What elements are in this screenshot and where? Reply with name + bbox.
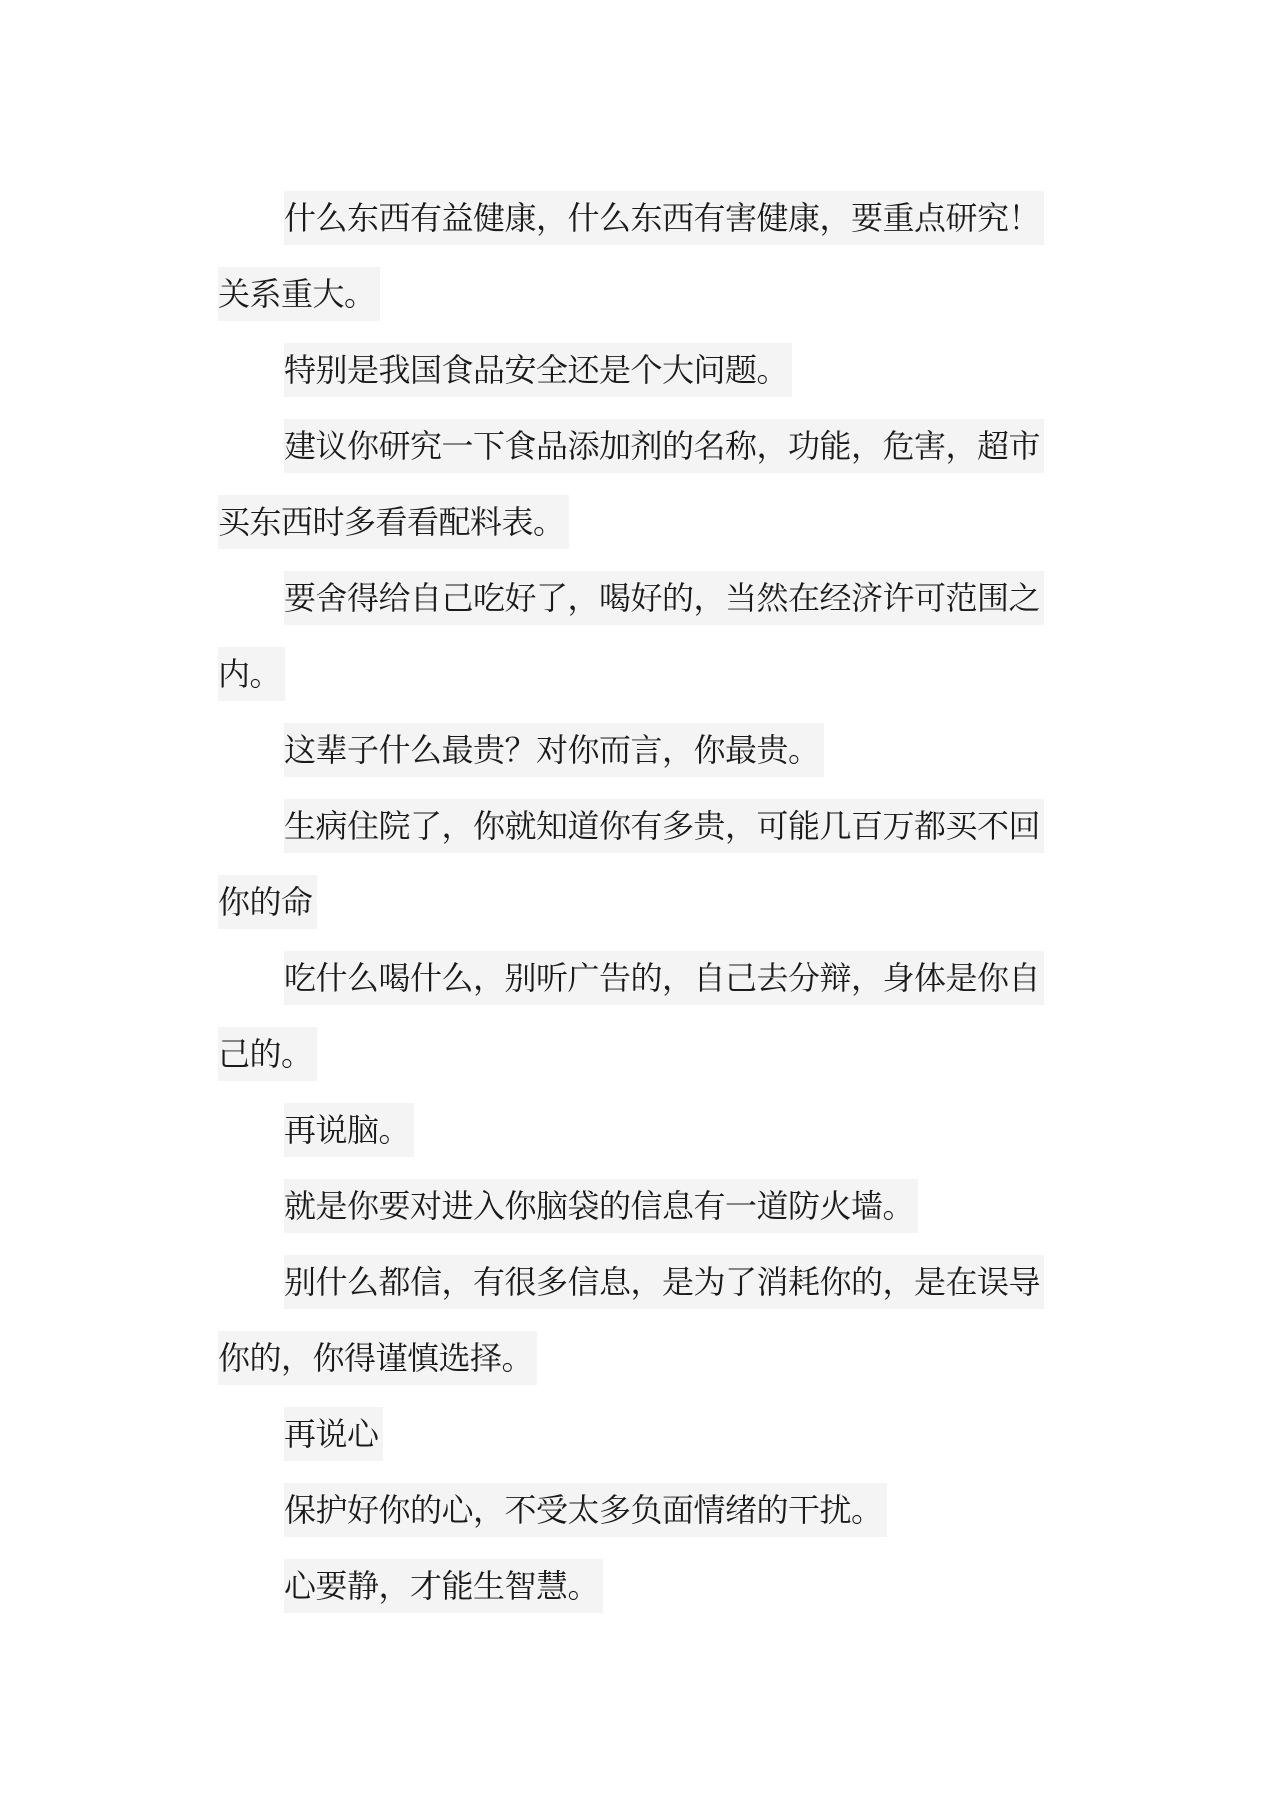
paragraph-text: 保护好你的心，不受太多负面情绪的干扰。: [284, 1483, 887, 1537]
paragraph-text: 吃什么喝什么，别听广告的，自己去分辩，身体是你自己的。: [218, 951, 1044, 1081]
document-body: [218, 180, 1058, 1624]
paragraph-text: 特别是我国食品安全还是个大问题。: [284, 343, 792, 397]
paragraph-text: 什么东西有益健康，什么东西有害健康，要重点研究！关系重大。: [218, 191, 1044, 321]
paragraph-text: 再说心: [284, 1407, 383, 1461]
paragraph: [218, 940, 1058, 1092]
paragraph: [218, 180, 1058, 332]
paragraph-text: 就是你要对进入你脑袋的信息有一道防火墙。: [284, 1179, 918, 1233]
paragraph: [218, 712, 1058, 788]
paragraph-text: 生病住院了，你就知道你有多贵，可能几百万都买不回你的命: [218, 799, 1044, 929]
paragraph: [218, 788, 1058, 940]
paragraph: [218, 1472, 1058, 1548]
paragraph: [218, 408, 1058, 560]
paragraph-text: 再说脑。: [284, 1103, 414, 1157]
paragraph: [218, 1092, 1058, 1168]
paragraph-text: 别什么都信，有很多信息，是为了消耗你的，是在误导你的，你得谨慎选择。: [218, 1255, 1044, 1385]
paragraph: [218, 1168, 1058, 1244]
paragraph-text: 要舍得给自己吃好了，喝好的，当然在经济许可范围之内。: [218, 571, 1044, 701]
paragraph-text: 建议你研究一下食品添加剂的名称，功能，危害，超市买东西时多看看配料表。: [218, 419, 1044, 549]
paragraph-text: 这辈子什么最贵？对你而言，你最贵。: [284, 723, 824, 777]
paragraph-text: 心要静，才能生智慧。: [284, 1559, 603, 1613]
paragraph: [218, 1244, 1058, 1396]
paragraph: [218, 1396, 1058, 1472]
paragraph: [218, 1548, 1058, 1624]
paragraph: [218, 332, 1058, 408]
paragraph: [218, 560, 1058, 712]
